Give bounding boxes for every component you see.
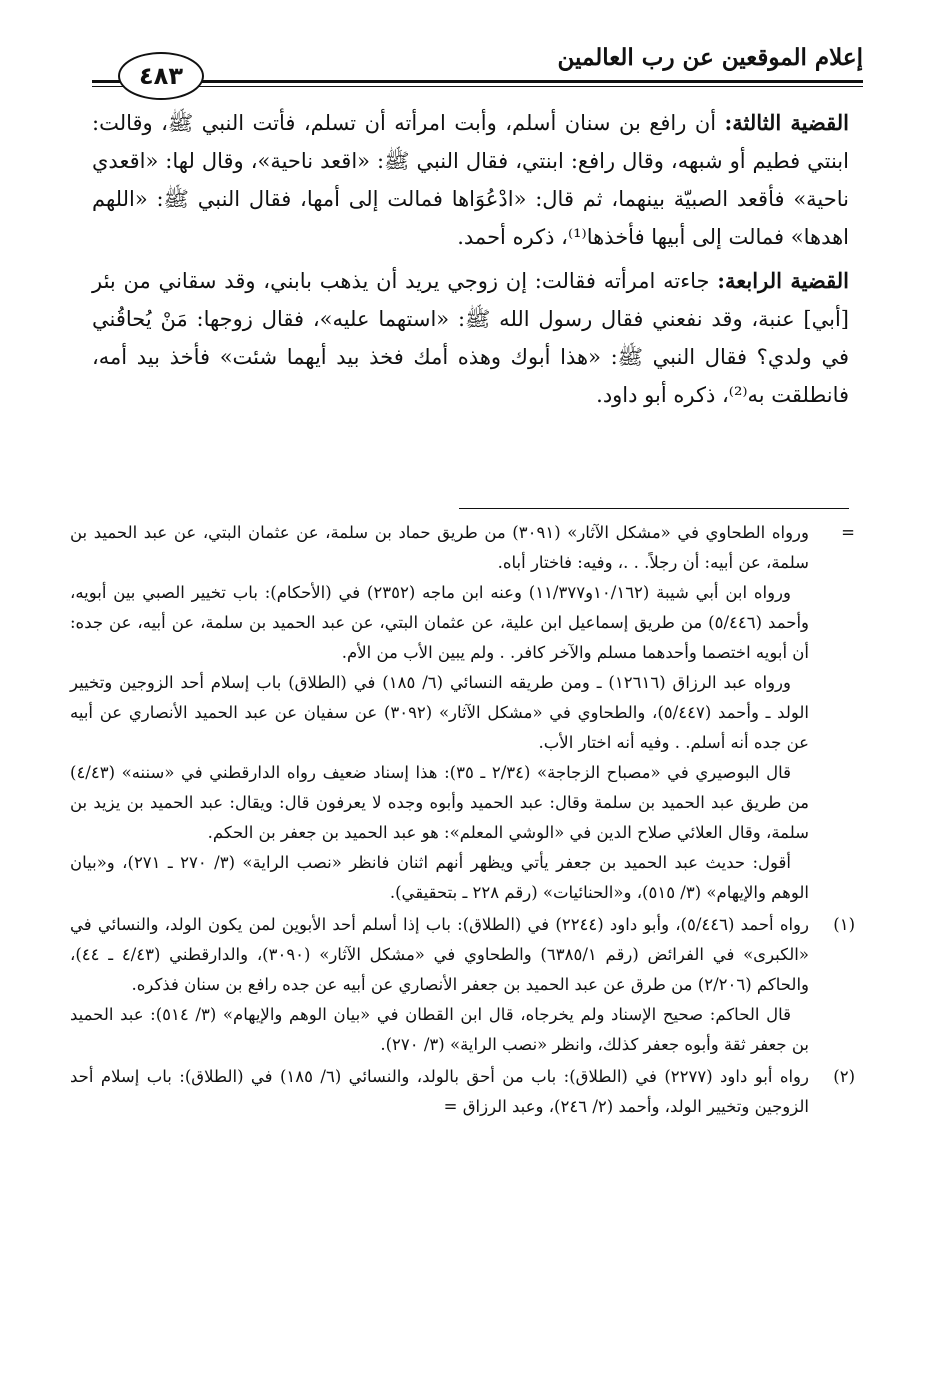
- main-text: [92, 104, 849, 420]
- page-number-badge: ٤٨٣: [118, 52, 204, 100]
- footnote-paragraph: ورواه الطحاوي في «مشكل الآثار» (٣٠٩١) من طريق حماد بن سلمة، عن عثمان البتي، عن عبد الحميد بن سلمة، عن أبيه: أن رجلاً. . .، وفيه: فاختار أباه.: [70, 523, 809, 572]
- footnote-paragraph: رواه أحمد (٥/٤٤٦)، وأبو داود (٢٢٤٤) في (الطلاق): باب إذا أسلم أحد الأبوين لمن يكون الولد، والنسائي في «الكبرى» في الفرائض (رقم ٦٣٨٥/١) والطحاوي في «مشكل الآثار» (٣٠٩٠)، والدارقطني (٤/٤٣ ـ ٤٤)، والحاكم (٢/٢٠٦) من طرق عن عبد الحميد بن جعفر الأنصاري عن أبيه عن جده رافع بن سنان فذكره.: [70, 915, 809, 994]
- header-rule-thin: [92, 86, 863, 87]
- case3-title: القضية الثالثة:: [724, 110, 849, 135]
- case4-body: جاءته امرأته فقالت: إن زوجي يريد أن يذهب بابني، وقد سقاني من بئر [أبي] عنبة، وقد نفعني فقال رسول الله ﷺ: «استهما عليه»، فقال زوجها: مَنْ يُحاقُني في ولدي؟ فقال النبي ﷺ: «هذا أبوك وهذه أمك فخذ بيد أيهما شئت» فأخذ بيد أمه، فانطلقت به⁽²⁾، ذكره أبو داود.: [92, 269, 849, 407]
- footnote-separator: [459, 508, 849, 509]
- footnote-paragraph: ورواه عبد الرزاق (١٢٦١٦) ـ ومن طريقه النسائي (٦/ ١٨٥) في (الطلاق) باب إسلام أحد الزوجين وتخيير الولد ـ وأحمد (٥/٤٤٧)، والطحاوي في «مشكل الآثار» (٣٠٩٢) عن سفيان عن عبد الحميد الأنصاري عن أبيه عن جده أنه أسلم. . وفيه أنه اختار الأب.: [70, 673, 809, 752]
- header-rule-thick: [92, 80, 863, 83]
- case4-paragraph: [92, 262, 849, 414]
- footnote-paragraph: قال البوصيري في «مصباح الزجاجة» (٢/٣٤ ـ ٣٥): هذا إسناد ضعيف رواه الدارقطني في «سننه» (٤/٤٣) من طريق عبد الحميد بن سلمة وقال: عبد الحميد وأبوه وجده لا يعرفون قال: ويقال: عبد الحميد بن يزيد بن سلمة، وقال العلائي صلاح الدين في «الوشي المعلم»: هو عبد الحميد بن جعفر بن الحكم.: [70, 763, 809, 842]
- footnotes: [70, 518, 855, 1124]
- footnote-paragraph: رواه أبو داود (٢٢٧٧) في (الطلاق): باب من أحق بالولد، والنسائي (٦/ ١٨٥) في (الطلاق): باب إسلام أحد الزوجين وتخيير الولد، وأحمد (٢/ ٢٤٦)، وعبد الرزاق =: [70, 1067, 809, 1116]
- case3-body: أن رافع بن سنان أسلم، وأبت امرأته أن تسلم، فأتت النبي ﷺ، وقالت: ابنتي فطيم أو شبهه، وقال رافع: ابنتي، فقال النبي ﷺ: «اقعد ناحية»، وقال لها: «اقعدي ناحية» فأقعد الصبيّة بينهما، ثم قال: «ادْعُوَاها فمالت إلى أمها، فقال النبي ﷺ: «اللهم اهدها» فمالت إلى أبيها فأخذها⁽¹⁾، ذكره أحمد.: [92, 111, 849, 249]
- continuation-mark: =: [841, 523, 855, 542]
- case4-title: القضية الرابعة:: [717, 268, 849, 293]
- case3-paragraph: [92, 104, 849, 256]
- book-title: إعلام الموقعين عن رب العالمين: [557, 44, 863, 71]
- page-header: [92, 30, 863, 90]
- footnote-2-mark: (٢): [833, 1067, 855, 1086]
- footnote-1: [70, 910, 855, 1060]
- footnote-1-mark: (١): [833, 915, 855, 934]
- footnote-continuation: [70, 518, 855, 908]
- footnote-2: [70, 1062, 855, 1122]
- footnote-paragraph: قال الحاكم: صحيح الإسناد ولم يخرجاه، قال ابن القطان في «بيان الوهم والإيهام» (٣/ ٥١٤): عبد الحميد بن جعفر ثقة وأبوه جعفر كذلك، وانظر «نصب الراية» (٣/ ٢٧٠).: [70, 1005, 809, 1054]
- footnote-paragraph: أقول: حديث عبد الحميد بن جعفر يأتي ويظهر أنهم اثنان فانظر «نصب الراية» (٣/ ٢٧٠ ـ ٢٧١)، و«بيان الوهم والإيهام» (٣/ ٥١٥)، و«الحنائيات» (رقم ٢٢٨ ـ بتحقيقي).: [70, 853, 809, 902]
- footnote-paragraph: ورواه ابن أبي شيبة (١٠/١٦٢و١١/٣٧٧) وعنه ابن ماجه (٢٣٥٢) في (الأحكام): باب تخيير الصبي بين أبويه، وأحمد (٥/٤٤٦) من طريق إسماعيل ابن علية، عن عثمان البتي، عن عبد الحميد بن سلمة، عن أبيه، عن جده: أن أبويه اختصما وأحدهما مسلم والآخر كافر. . ولم يبين الأب من الأم.: [70, 583, 809, 662]
